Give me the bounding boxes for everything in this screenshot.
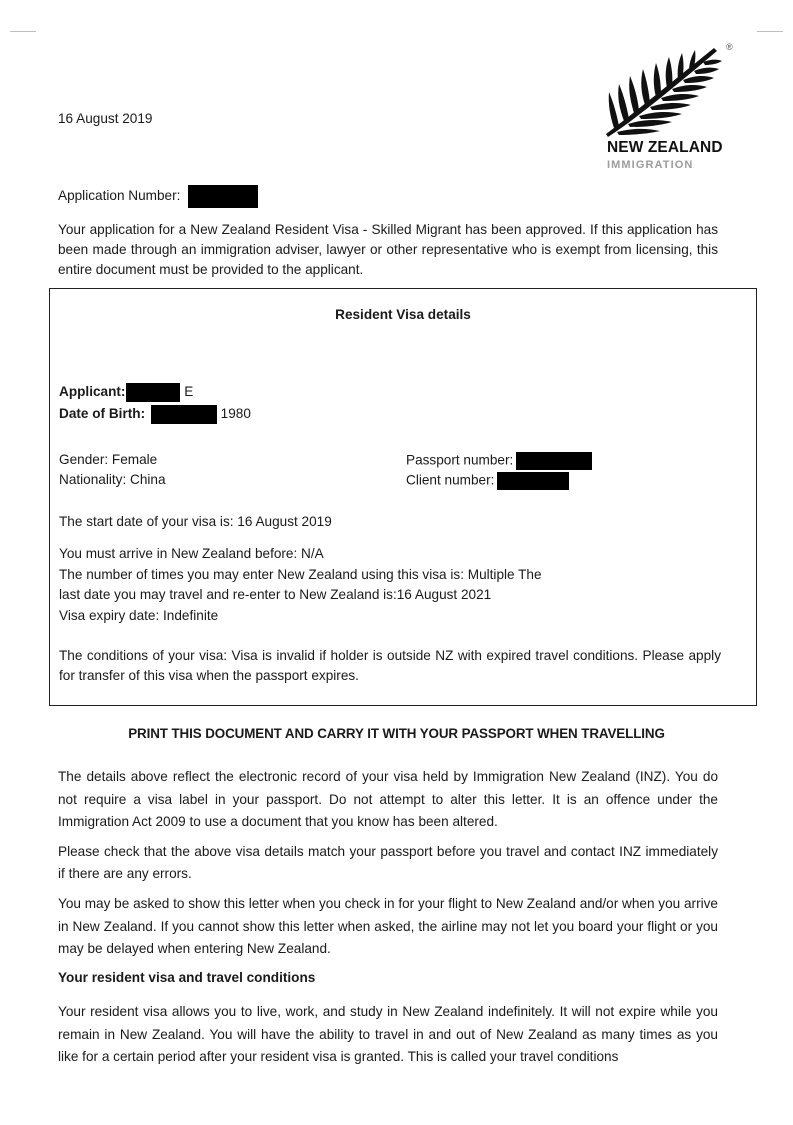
applicant-label: Applicant: — [59, 384, 126, 400]
nationality: Nationality: China — [59, 472, 166, 487]
entries-allowed: The number of times you may enter New Zealand using this visa is: Multiple The — [59, 566, 542, 582]
passport-number-label: Passport number: — [406, 452, 514, 468]
application-number-label: Application Number: — [58, 188, 181, 204]
applicant-suffix: E — [184, 384, 194, 400]
nz-immigration-logo — [602, 42, 742, 174]
dob-year: 1980 — [220, 406, 251, 422]
resident-visa-details-box — [49, 288, 757, 706]
dob-label: Date of Birth: — [59, 406, 146, 422]
visa-expiry: Visa expiry date: Indefinite — [59, 607, 219, 623]
show-letter-paragraph: You may be asked to show this letter when you check in for your flight to New Zealand and/or when you arrive in New Zealand. If you cannot show this letter when asked, the airline may not let you board your flight or you may be delayed when entering New Zealand. — [58, 896, 718, 956]
redacted-applicant-name — [126, 383, 180, 402]
page-corner-mark-right — [757, 31, 783, 32]
redacted-passport-number — [516, 452, 592, 470]
silver-fern-icon — [602, 42, 732, 138]
last-travel-date: last date you may travel and re-enter to New Zealand is:16 August 2021 — [59, 587, 492, 602]
client-number-row — [406, 472, 569, 490]
gender: Gender: Female — [59, 452, 158, 467]
arrive-before: You must arrive in New Zealand before: N/A — [59, 546, 324, 561]
passport-number-row — [406, 452, 592, 470]
electronic-record-paragraph: The details above reflect the electronic record of your visa held by Immigration New Zealand (INZ). You do not require a visa label in your passport. Do not attempt to alter this letter. It is an offence under the Immigration Act 2009 to use a document that you know has been altered. — [58, 769, 718, 829]
intro-paragraph: Your application for a New Zealand Resident Visa - Skilled Migrant has been approved. If this application has been made through an immigration adviser, lawyer or other representative who is exempt from licensing, this entire document must be provided to the applicant. — [58, 222, 718, 277]
travel-conditions-heading: Your resident visa and travel conditions — [58, 970, 316, 985]
travel-details — [59, 544, 619, 626]
travel-conditions-paragraph: Your resident visa allows you to live, work, and study in New Zealand indefinitely. It will not expire while you remain in New Zealand. You will have the ability to travel in and out of New Zealand as many times as you like for a certain period after your resident visa is granted. This is called your travel conditions — [58, 1004, 718, 1064]
check-details-paragraph: Please check that the above visa details match your passport before you travel and contact INZ immediately if there are any errors. — [58, 844, 718, 881]
client-number-label: Client number: — [406, 472, 495, 488]
applicant-row — [59, 383, 193, 402]
application-number-row — [58, 185, 258, 208]
visa-conditions: The conditions of your visa: Visa is invalid if holder is outside NZ with expired travel conditions. Please apply for transfer of this visa when the passport expires. — [59, 648, 721, 683]
dob-row — [59, 405, 251, 424]
redacted-client-number — [497, 472, 569, 490]
visa-details-title: Resident Visa details — [335, 307, 471, 322]
visa-start-date: The start date of your visa is: 16 August 2019 — [59, 514, 332, 529]
letter-date: 16 August 2019 — [58, 111, 153, 126]
logo-text-new-zealand: NEW ZEALAND — [607, 139, 723, 156]
redacted-dob — [151, 405, 217, 424]
page-corner-mark-left — [10, 31, 36, 32]
logo-text-immigration: IMMIGRATION — [607, 159, 694, 171]
redacted-application-number — [188, 185, 258, 208]
print-notice-heading: PRINT THIS DOCUMENT AND CARRY IT WITH YOUR PASSPORT WHEN TRAVELLING — [128, 726, 665, 741]
registered-mark: ® — [726, 42, 733, 52]
